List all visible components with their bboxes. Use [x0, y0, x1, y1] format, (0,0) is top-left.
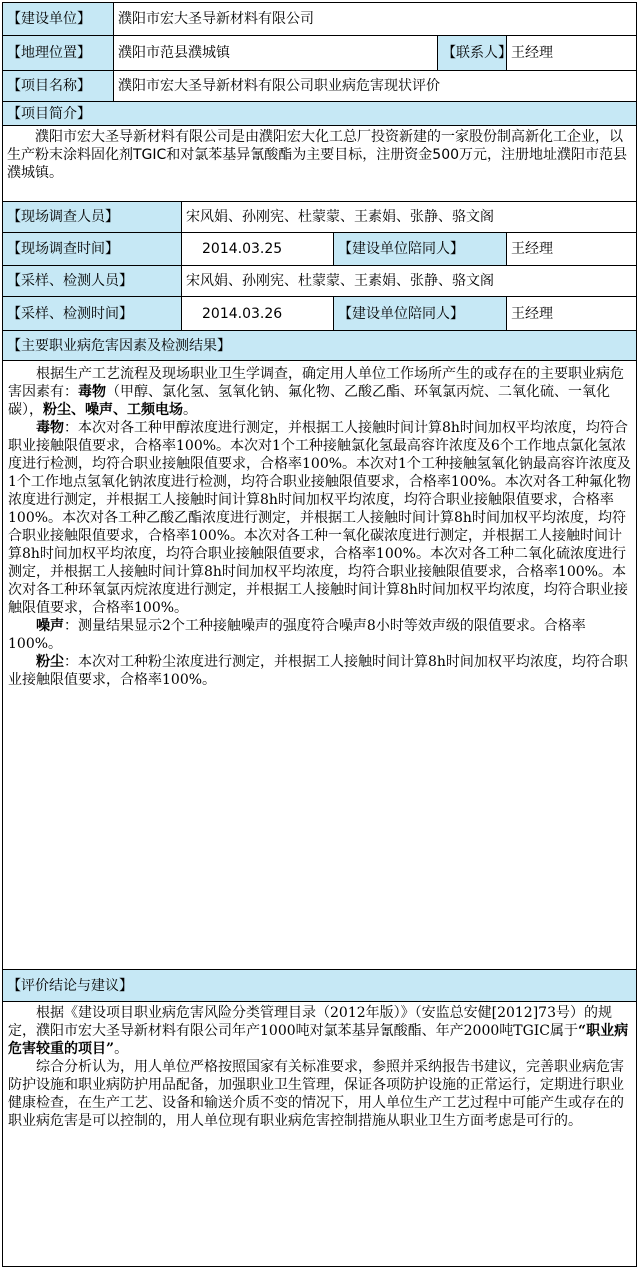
- classification-end: 。: [114, 1041, 129, 1057]
- row-survey-time: [3, 233, 637, 266]
- location-label: 【地理位置】: [3, 36, 114, 71]
- row-sampling-time: [3, 297, 637, 331]
- survey-time-label: 【现场调查时间】: [3, 233, 182, 266]
- conclusion-paragraph-analysis: 综合分析认为，用人单位严格按照国家有关标准要求，参照并采纳报告书建议，完善职业病危害防护设施和职业病防护用品配备，加强职业卫生管理，保证各项防护设施的正常运行，定期进行职业健康检查，在生产工艺、设备和输送介质不变的情况下，用人单位生产工艺过程中可能产生或存在的职业病危害是可以控制的，用人单位现有职业病危害控制措施从职业卫生方面考虑是可行的。: [8, 1059, 624, 1129]
- project-info-table: [2, 2, 637, 1267]
- toxicants-heading: 毒物: [36, 420, 64, 436]
- survey-staff-label: 【现场调查人员】: [3, 202, 182, 233]
- hazards-paragraph-overview: [8, 365, 631, 419]
- row-construction-unit: [3, 3, 637, 36]
- toxicant-list: （甲醇、氯化氢、氢氧化钠、氟化物、乙酸乙酯、环氧氯丙烷、二氧化硫、一氧化碳），: [8, 384, 610, 418]
- hazards-paragraph-noise: [8, 617, 631, 653]
- project-info-form: [2, 2, 636, 1267]
- construction-unit-label: 【建设单位】: [3, 3, 114, 36]
- classification-result: “职业病危害较重的项目”: [8, 1023, 629, 1057]
- hazards-label: 【主要职业病危害因素及检测结果】: [3, 331, 637, 361]
- noise-heading: 噪声: [36, 618, 64, 634]
- overview-end: 。: [183, 402, 197, 418]
- overview-text: 根据生产工艺流程及现场职业卫生学调查，确定用人单位工作场所产生的或存在的主要职业病危害因素有：: [8, 366, 624, 400]
- survey-staff-value: 宋风娟、孙刚宪、杜蒙蒙、王素娟、张静、骆文阁: [182, 202, 637, 233]
- dust-heading: 粉尘: [36, 654, 64, 670]
- row-survey-staff: [3, 202, 637, 233]
- conclusion-body: [3, 1002, 637, 1267]
- sampling-staff-label: 【采样、检测人员】: [3, 266, 182, 297]
- toxicants-text: ：本次对各工种甲醇浓度进行测定，并根据工人接触时间计算8h时间加权平均浓度，均符合职业接触限值要求，合格率100%。本次对1个工种接触氯化氢最高容许浓度及6个工作地点氯化氢浓度进行检测，均符合职业接触限值要求，合格率100%。本次对1个工种接触氢氧化钠最高容许浓度及1个工作地点氢氧化钠浓度进行检测，均符合职业接触限值要求，合格率100%。本次对各工种氟化物浓度进行测定，并根据工人接触时间计算8h时间加权平均浓度，均符合职业接触限值要求，合格率100%。本次对各工种乙酸乙酯浓度进行测定，并根据工人接触时间计算8h时间加权平均浓度，均符合职业接触限值要求，合格率100%。本次对各工种一氧化碳浓度进行测定，并根据工人接触时间计算8h时间加权平均浓度，均符合职业接触限值要求，合格率100%。本次对各工种二氧化硫浓度进行测定，并根据工人接触时间计算8h时间加权平均浓度，均符合职业接触限值要求，合格率100%。本次对各工种环氧氯丙烷浓度进行测定，并根据工人接触时间计算8h时间加权平均浓度，均符合职业接触限值要求，合格率100%。: [8, 420, 631, 616]
- noise-text: ：测量结果显示2个工种接触噪声的强度符合噪声8小时等效声级的限值要求。合格率100%。: [8, 618, 586, 652]
- row-conclusion-body: [3, 1002, 637, 1267]
- conclusion-paragraph-classification: [8, 1004, 631, 1058]
- intro-label: 【项目简介】: [3, 102, 637, 126]
- survey-time-value: 2014.03.25: [182, 233, 334, 266]
- contact-value: 王经理: [507, 36, 637, 71]
- hazards-paragraph-dust: [8, 653, 631, 689]
- survey-escort-value: 王经理: [507, 233, 637, 266]
- project-name-label: 【项目名称】: [3, 71, 114, 102]
- row-hazards-body: [3, 361, 637, 970]
- sampling-escort-value: 王经理: [507, 297, 637, 331]
- dust-text: ：本次对工种粉尘浓度进行测定，并根据工人接触时间计算8h时间加权平均浓度，均符合职业接触限值要求，合格率100%。: [8, 654, 628, 688]
- row-conclusion-header: [3, 970, 637, 1002]
- row-intro-header: [3, 102, 637, 126]
- row-intro-text: [3, 126, 637, 202]
- sampling-escort-label: 【建设单位陪同人】: [334, 297, 507, 331]
- intro-text: 濮阳市宏大圣导新材料有限公司是由濮阳宏大化工总厂投资新建的一家股份制高新化工企业，以生产粉末涂料固化剂TGIC和对氯苯基异氰酸酯为主要目标，注册资金500万元，注册地址濮阳市范县濮城镇。: [3, 126, 637, 202]
- contact-label: 【联系人】: [438, 36, 507, 71]
- hazards-body: [3, 361, 637, 970]
- sampling-staff-value: 宋风娟、孙刚宪、杜蒙蒙、王素娟、张静、骆文阁: [182, 266, 637, 297]
- classification-text: 根据《建设项目职业病危害风险分类管理目录（2012年版）》（安监总安健[2012]73号）的规定，濮阳市宏大圣导新材料有限公司年产1000吨对氯苯基异氰酸酯、年产2000吨TGIC属于: [8, 1005, 612, 1039]
- project-name-value: 濮阳市宏大圣导新材料有限公司职业病危害现状评价: [114, 71, 637, 102]
- conclusion-label: 【评价结论与建议】: [3, 970, 637, 1002]
- sampling-time-label: 【采样、检测时间】: [3, 297, 182, 331]
- row-location: [3, 36, 637, 71]
- other-hazards-term: 粉尘、噪声、工频电场: [43, 402, 183, 418]
- hazards-paragraph-toxicants: [8, 419, 631, 617]
- construction-unit-value: 濮阳市宏大圣导新材料有限公司: [114, 3, 637, 36]
- location-value: 濮阳市范县濮城镇: [114, 36, 438, 71]
- sampling-time-value: 2014.03.26: [182, 297, 334, 331]
- toxicant-term: 毒物: [78, 384, 106, 400]
- survey-escort-label: 【建设单位陪同人】: [334, 233, 507, 266]
- row-project-name: [3, 71, 637, 102]
- row-sampling-staff: [3, 266, 637, 297]
- row-hazards-header: [3, 331, 637, 361]
